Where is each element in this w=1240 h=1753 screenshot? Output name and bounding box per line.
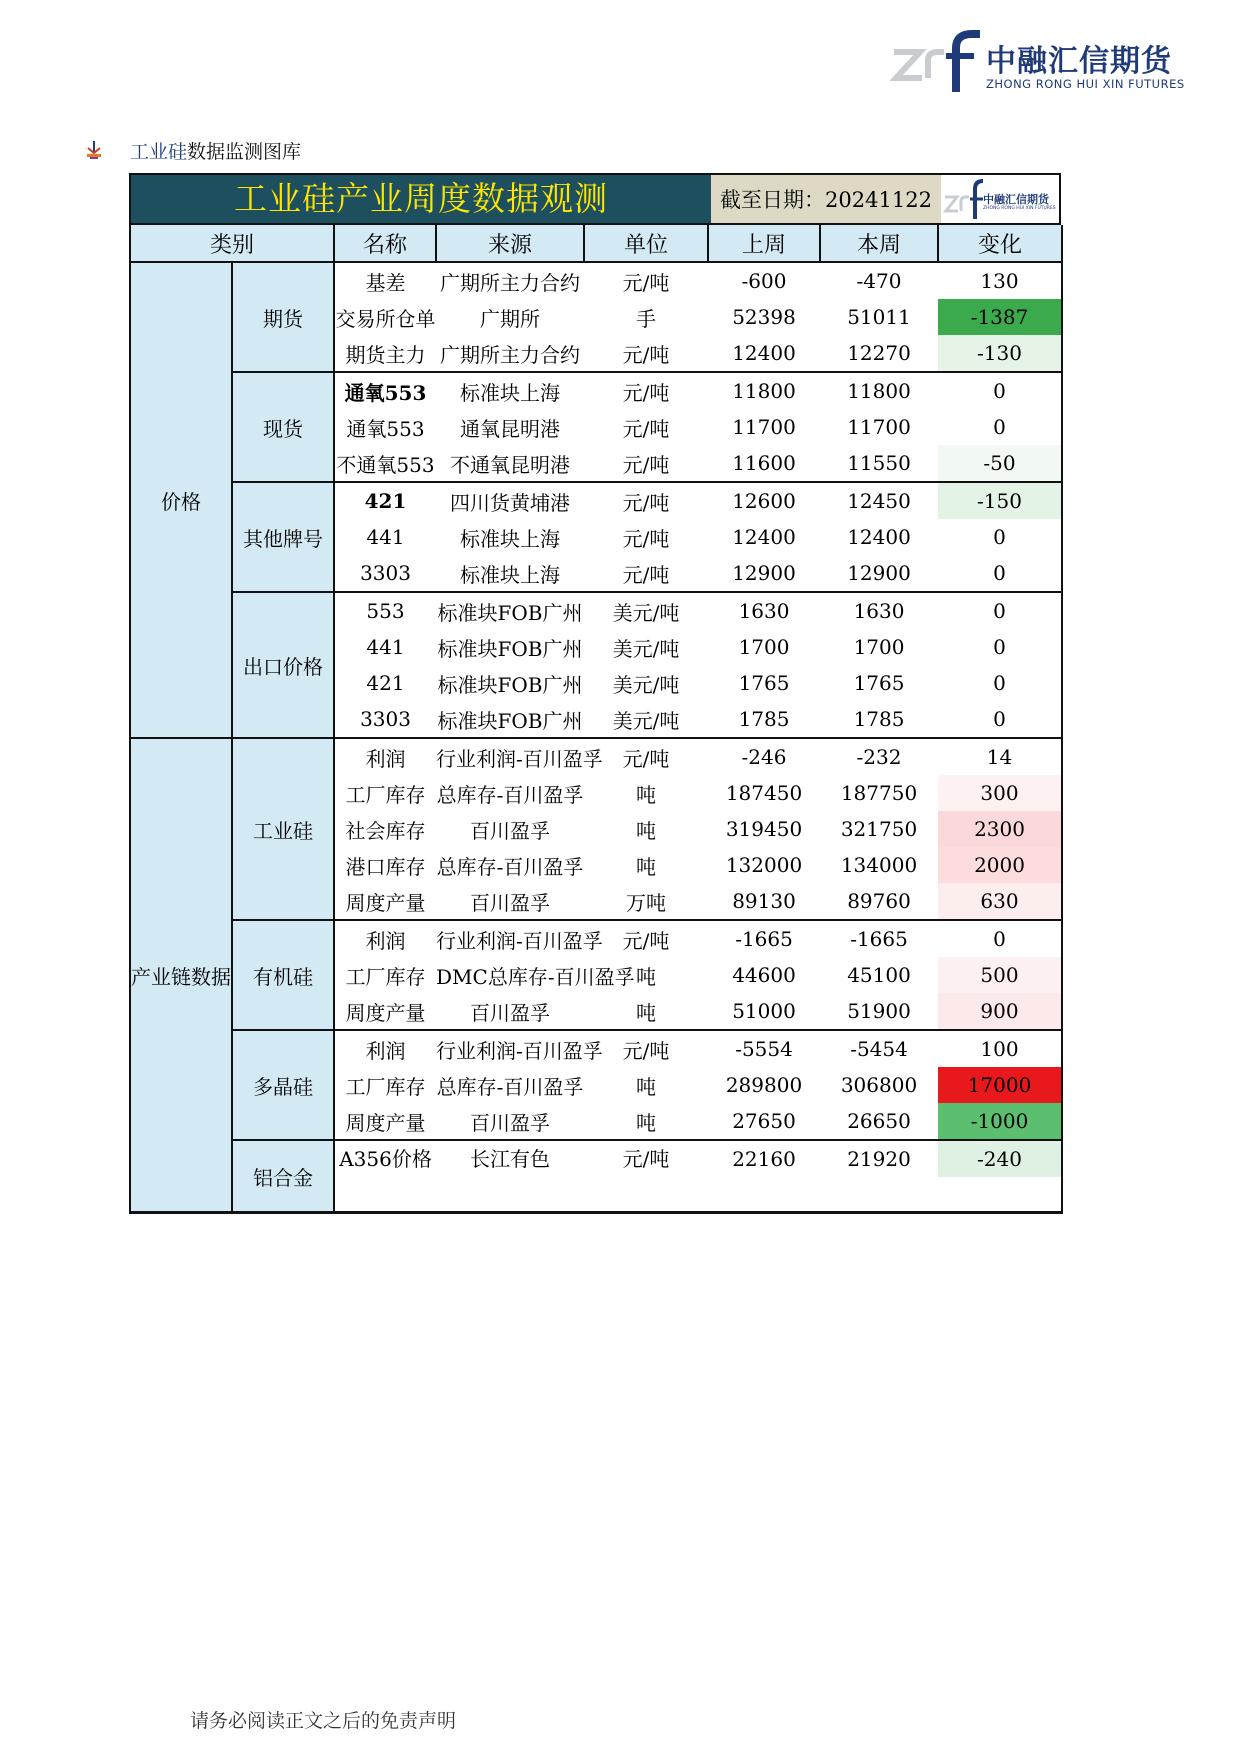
change-value: 14 bbox=[938, 738, 1062, 775]
change-value: 630 bbox=[938, 883, 1062, 920]
table-row bbox=[130, 262, 1062, 299]
item-unit: 美元/吨 bbox=[584, 701, 708, 738]
subcategory-aluminum-alloy: 铝合金 bbox=[232, 1140, 334, 1213]
subcategory-organic-silicon: 有机硅 bbox=[232, 920, 334, 1030]
change-value: 0 bbox=[938, 701, 1062, 738]
table-row bbox=[130, 738, 1062, 775]
item-source: 行业利润-百川盈孚 bbox=[436, 746, 603, 771]
item-source: 不通氧昆明港 bbox=[436, 445, 584, 482]
change-value: -1387 bbox=[938, 299, 1062, 335]
change-value: -1000 bbox=[938, 1103, 1062, 1140]
item-unit: 美元/吨 bbox=[612, 672, 680, 697]
col-header-category: 类别 bbox=[130, 225, 334, 262]
item-name: 期货主力 bbox=[334, 335, 436, 372]
item-name: 周度产量 bbox=[334, 883, 436, 920]
item-source: 标准块FOB广州 bbox=[437, 672, 583, 697]
change-value bbox=[938, 1140, 1062, 1213]
change-value: -150 bbox=[938, 482, 1062, 519]
item-name: 441 bbox=[366, 525, 405, 549]
this-week-value: 12450 bbox=[847, 489, 911, 513]
subcategory-polysilicon: 多晶硅 bbox=[232, 1030, 334, 1140]
item-unit: 手 bbox=[636, 306, 657, 331]
category-price: 价格 bbox=[130, 262, 232, 738]
change-value: 900 bbox=[938, 993, 1062, 1030]
item-source: 标准块上海 bbox=[460, 526, 561, 551]
last-week-value: 51000 bbox=[708, 993, 820, 1030]
report-mini-logo bbox=[941, 175, 1059, 223]
subcategory-industrial-silicon: 工业硅 bbox=[232, 738, 334, 920]
item-source: 行业利润-百川盈孚 bbox=[436, 1038, 603, 1063]
last-week-value: 1630 bbox=[738, 599, 790, 623]
col-header-name: 名称 bbox=[334, 225, 436, 262]
item-name: 交易所仓单 bbox=[335, 306, 436, 331]
item-unit: 元/吨 bbox=[584, 1140, 708, 1213]
this-week-value: -232 bbox=[856, 745, 902, 769]
zrf-logo-mark-icon bbox=[890, 30, 982, 94]
this-week-value: 321750 bbox=[840, 817, 918, 841]
report-title: 工业硅产业周度数据观测 bbox=[131, 175, 711, 223]
change-value: 2000 bbox=[938, 847, 1062, 883]
change-value: 2300 bbox=[938, 811, 1062, 847]
last-week-value: 12900 bbox=[708, 555, 820, 592]
change-value: 0 bbox=[938, 592, 1062, 629]
category-chain-data: 产业链数据 bbox=[130, 738, 232, 1213]
subcategory-futures: 期货 bbox=[232, 262, 334, 372]
item-source: 标准块上海 bbox=[460, 380, 561, 405]
last-week-value: 12600 bbox=[732, 489, 796, 513]
item-unit: 元/吨 bbox=[622, 416, 670, 441]
bullet-icon bbox=[84, 140, 104, 160]
this-week-value: 21920 bbox=[820, 1140, 938, 1213]
item-name: 不通氧553 bbox=[334, 445, 436, 482]
item-unit: 元/吨 bbox=[622, 526, 670, 551]
weekly-data-report bbox=[129, 173, 1061, 1203]
item-unit: 吨 bbox=[584, 993, 708, 1030]
report-date: 截至日期：20241122 bbox=[711, 175, 941, 223]
item-source: 百川盈孚 bbox=[470, 818, 551, 843]
change-value: 100 bbox=[938, 1030, 1062, 1067]
this-week-value: 11550 bbox=[820, 445, 938, 482]
last-week-value: -1665 bbox=[735, 927, 793, 951]
table-row bbox=[130, 372, 1062, 409]
last-week-value: 132000 bbox=[725, 853, 803, 877]
change-value: 0 bbox=[938, 555, 1062, 592]
item-name: 工厂库存 bbox=[345, 1074, 426, 1099]
this-week-value: -470 bbox=[856, 269, 902, 293]
item-name: 421 bbox=[364, 489, 407, 513]
last-week-value: -246 bbox=[741, 745, 787, 769]
this-week-value: -1665 bbox=[850, 927, 908, 951]
item-name: 421 bbox=[366, 671, 405, 695]
change-value: -130 bbox=[938, 335, 1062, 372]
change-value: 130 bbox=[938, 262, 1062, 299]
last-week-value: 11800 bbox=[732, 379, 796, 403]
item-unit: 吨 bbox=[636, 964, 657, 989]
item-unit: 吨 bbox=[636, 818, 657, 843]
change-value: 500 bbox=[938, 957, 1062, 993]
change-value: 0 bbox=[938, 409, 1062, 445]
mini-logo-name-en: ZHONG RONG HUI XIN FUTURES bbox=[983, 206, 1056, 211]
this-week-value: 51900 bbox=[820, 993, 938, 1030]
subcategory-export-price: 出口价格 bbox=[232, 592, 334, 738]
this-week-value: 134000 bbox=[840, 853, 918, 877]
col-header-unit: 单位 bbox=[584, 225, 708, 262]
this-week-value: 12900 bbox=[820, 555, 938, 592]
change-value: 0 bbox=[938, 920, 1062, 957]
item-unit: 吨 bbox=[636, 782, 657, 807]
last-week-value: 52398 bbox=[732, 305, 796, 329]
item-name: 通氧553 bbox=[344, 380, 427, 405]
this-week-value: 1700 bbox=[853, 635, 905, 659]
last-week-value: 1765 bbox=[738, 671, 790, 695]
item-source: 总库存-百川盈孚 bbox=[436, 854, 584, 879]
section-heading bbox=[84, 137, 301, 163]
item-source: 总库存-百川盈孚 bbox=[436, 782, 584, 807]
item-name: 利润 bbox=[365, 928, 406, 953]
last-week-value: -5554 bbox=[735, 1037, 793, 1061]
section-title: 工业硅数据监测图库 bbox=[130, 140, 302, 163]
last-week-value: 27650 bbox=[708, 1103, 820, 1140]
item-source: 广期所主力合约 bbox=[440, 270, 581, 295]
last-week-value: 44600 bbox=[732, 963, 796, 987]
item-source: 标准块FOB广州 bbox=[436, 701, 584, 738]
data-table bbox=[129, 225, 1063, 1214]
item-source: 标准块上海 bbox=[436, 555, 584, 592]
col-header-source: 来源 bbox=[436, 225, 584, 262]
last-week-value: -600 bbox=[741, 269, 787, 293]
item-source: 百川盈孚 bbox=[436, 993, 584, 1030]
this-week-value: 187750 bbox=[840, 781, 918, 805]
last-week-value: 12400 bbox=[732, 525, 796, 549]
this-week-value: 306800 bbox=[840, 1073, 918, 1097]
change-value: 0 bbox=[938, 372, 1062, 409]
item-name: A356价格 bbox=[334, 1140, 436, 1213]
this-week-value: 12270 bbox=[820, 335, 938, 372]
col-header-last-week: 上周 bbox=[708, 225, 820, 262]
item-unit: 元/吨 bbox=[622, 270, 670, 295]
item-source: 广期所 bbox=[480, 306, 541, 331]
item-name: 3303 bbox=[334, 701, 436, 738]
logo-company-name-en: ZHONG RONG HUI XIN FUTURES bbox=[986, 77, 1185, 91]
item-name: 工厂库存 bbox=[345, 964, 426, 989]
item-unit: 元/吨 bbox=[622, 928, 670, 953]
item-source: 百川盈孚 bbox=[436, 1103, 584, 1140]
table-row bbox=[130, 482, 1062, 519]
change-value: 300 bbox=[938, 775, 1062, 811]
change-value: 0 bbox=[938, 665, 1062, 701]
table-row bbox=[130, 920, 1062, 957]
this-week-value: 1630 bbox=[853, 599, 905, 623]
last-week-value: 11700 bbox=[732, 415, 796, 439]
item-name: 港口库存 bbox=[345, 854, 426, 879]
item-source: DMC总库存-百川盈孚 bbox=[436, 964, 635, 989]
last-week-value: 319450 bbox=[725, 817, 803, 841]
this-week-value: -5454 bbox=[850, 1037, 908, 1061]
item-unit: 元/吨 bbox=[584, 555, 708, 592]
change-value: 0 bbox=[938, 629, 1062, 665]
item-unit: 元/吨 bbox=[622, 490, 670, 515]
item-source: 四川货黄埔港 bbox=[450, 490, 571, 515]
change-value: 0 bbox=[938, 519, 1062, 555]
subcategory-other-brands: 其他牌号 bbox=[232, 482, 334, 592]
item-unit: 美元/吨 bbox=[612, 636, 680, 661]
col-header-this-week: 本周 bbox=[820, 225, 938, 262]
item-source: 长江有色 bbox=[436, 1140, 584, 1213]
subcategory-spot: 现货 bbox=[232, 372, 334, 482]
item-unit: 元/吨 bbox=[622, 746, 670, 771]
item-name: 利润 bbox=[365, 1038, 406, 1063]
item-name: 3303 bbox=[334, 555, 436, 592]
item-name: 利润 bbox=[365, 746, 406, 771]
item-unit: 元/吨 bbox=[584, 445, 708, 482]
last-week-value: 89130 bbox=[708, 883, 820, 920]
item-unit: 吨 bbox=[584, 1103, 708, 1140]
this-week-value: 12400 bbox=[847, 525, 911, 549]
item-name: 周度产量 bbox=[334, 1103, 436, 1140]
item-source: 总库存-百川盈孚 bbox=[436, 1074, 584, 1099]
last-week-value: 22160 bbox=[708, 1140, 820, 1213]
last-week-value: 12400 bbox=[708, 335, 820, 372]
this-week-value: 11700 bbox=[847, 415, 911, 439]
this-week-value: 1785 bbox=[820, 701, 938, 738]
report-title-bar bbox=[129, 173, 1061, 225]
this-week-value: 11800 bbox=[847, 379, 911, 403]
mini-logo-name: 中融汇信期货 bbox=[983, 193, 1049, 206]
change-value: 17000 bbox=[938, 1067, 1062, 1103]
last-week-value: 1700 bbox=[738, 635, 790, 659]
item-unit: 美元/吨 bbox=[612, 600, 680, 625]
logo-company-name: 中融汇信期货 bbox=[986, 44, 1172, 79]
item-unit: 元/吨 bbox=[622, 380, 670, 405]
item-unit: 元/吨 bbox=[584, 335, 708, 372]
table-row bbox=[130, 1030, 1062, 1067]
item-name: 通氧553 bbox=[346, 416, 425, 441]
change-value: -50 bbox=[938, 445, 1062, 482]
item-name: 553 bbox=[366, 599, 405, 623]
item-source: 行业利润-百川盈孚 bbox=[436, 928, 603, 953]
item-source: 百川盈孚 bbox=[436, 883, 584, 920]
last-week-value: 11600 bbox=[708, 445, 820, 482]
item-unit: 吨 bbox=[636, 1074, 657, 1099]
item-source: 标准块FOB广州 bbox=[437, 600, 583, 625]
last-week-value: 187450 bbox=[725, 781, 803, 805]
table-row bbox=[130, 592, 1062, 629]
last-week-value: 289800 bbox=[725, 1073, 803, 1097]
item-name: 工厂库存 bbox=[345, 782, 426, 807]
zrf-mini-logo-icon bbox=[943, 175, 985, 223]
item-unit: 万吨 bbox=[584, 883, 708, 920]
this-week-value: 1765 bbox=[853, 671, 905, 695]
item-unit: 元/吨 bbox=[622, 1038, 670, 1063]
item-source: 通氧昆明港 bbox=[460, 416, 561, 441]
header-row bbox=[130, 225, 1062, 262]
this-week-value: 45100 bbox=[847, 963, 911, 987]
item-name: 周度产量 bbox=[334, 993, 436, 1030]
company-logo bbox=[890, 30, 1185, 94]
col-header-change: 变化 bbox=[938, 225, 1062, 262]
item-name: 基差 bbox=[365, 270, 406, 295]
this-week-value: 89760 bbox=[820, 883, 938, 920]
table-row bbox=[130, 1140, 1062, 1213]
disclaimer-footer: 请务必阅读正文之后的免责声明 bbox=[190, 1710, 457, 1732]
this-week-value: 26650 bbox=[820, 1103, 938, 1140]
last-week-value: 1785 bbox=[708, 701, 820, 738]
this-week-value: 51011 bbox=[847, 305, 911, 329]
item-source: 广期所主力合约 bbox=[436, 335, 584, 372]
item-source: 标准块FOB广州 bbox=[437, 636, 583, 661]
item-unit: 吨 bbox=[636, 854, 657, 879]
item-name: 社会库存 bbox=[345, 818, 426, 843]
change-value-highlight: -240 bbox=[938, 1141, 1061, 1177]
item-name: 441 bbox=[366, 635, 405, 659]
